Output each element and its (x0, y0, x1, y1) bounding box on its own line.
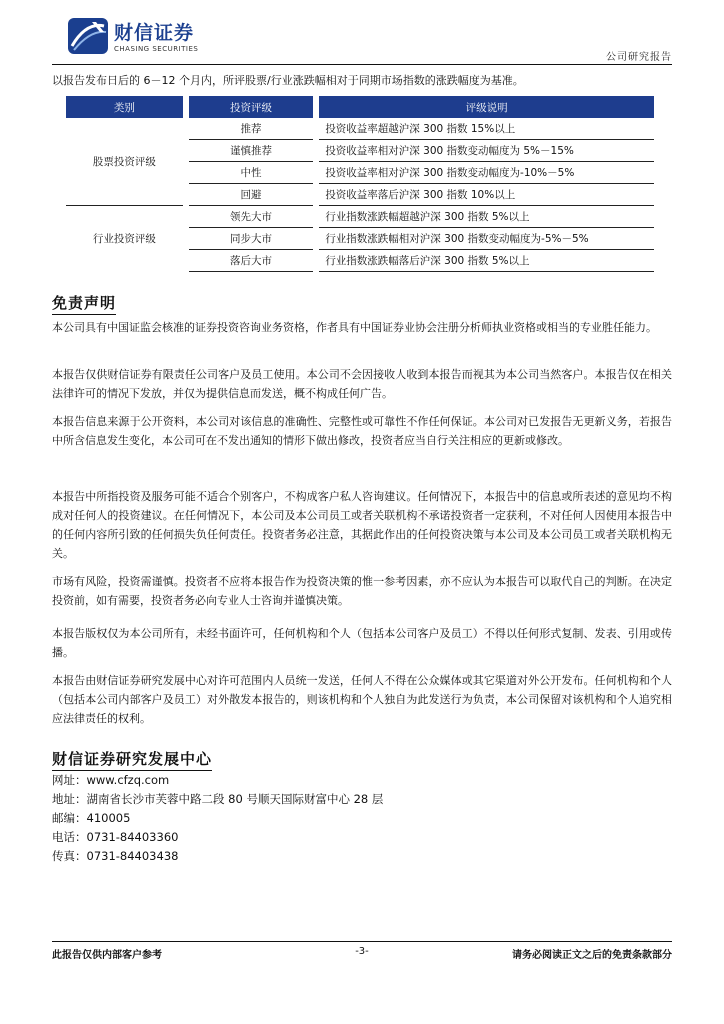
header-category: 类别 (66, 96, 183, 118)
rating-intro: 以报告发布日后的 6－12 个月内，所评股票/行业涨跌幅相对于同期市场指数的涨跌幅度为基准。 (52, 74, 524, 87)
description-cell: 投资收益率落后沪深 300 指数 10%以上 (319, 184, 654, 206)
rating-table-header (66, 96, 654, 118)
description-cell: 投资收益率相对沪深 300 指数变动幅度为 5%－15% (319, 140, 654, 162)
category-industry: 行业投资评级 (92, 233, 156, 246)
grade-cell: 领先大市 (189, 206, 314, 228)
rating-table (66, 96, 654, 272)
category-stock: 股票投资评级 (66, 118, 183, 206)
disclaimer-paragraph: 市场有风险，投资需谨慎。投资者不应将本报告作为投资决策的惟一参考因素，亦不应认为本报告可以取代自己的判断。在决定投资前，如有需要，投资者务必向专业人士咨询并谨慎决策。 (52, 575, 672, 607)
disclaimer-paragraph: 本报告仅供财信证券有限责任公司客户及员工使用。本公司不会因接收人收到本报告而视其为本公司当然客户。本报告仅在相关法律许可的情况下发放，并仅为提供信息而发送，概不构成任何广告。 (52, 368, 672, 400)
chasing-logo-icon (66, 16, 110, 56)
contact-postcode: 邮编：410005 (52, 811, 131, 825)
grade-cell: 落后大市 (189, 250, 314, 272)
contact-address: 地址：湖南省长沙市芙蓉中路二段 80 号顺天国际财富中心 28 层 (52, 792, 384, 806)
header-grade: 投资评级 (189, 96, 314, 118)
research-center-title: 财信证券研究发展中心 (52, 748, 212, 771)
disclaimer-paragraph: 本报告版权仅为本公司所有，未经书面许可，任何机构和个人（包括本公司客户及员工）不得以任何形式复制、发表、引用或传播。 (52, 627, 672, 659)
grade-cell: 谨慎推荐 (189, 140, 314, 162)
contact-website: 网址：www.cfzq.com (52, 773, 170, 787)
table-row (66, 118, 654, 140)
grade-cell: 中性 (189, 162, 314, 184)
header-divider (52, 64, 672, 65)
header-description: 评级说明 (319, 96, 654, 118)
page-number: -3- (355, 946, 369, 957)
disclaimer-paragraph: 本报告信息来源于公开资料，本公司对该信息的准确性、完整性或可靠性不作任何保证。本公司对已发报告无更新义务，若报告中所含信息发生变化，本公司可在不发出通知的情形下做出修改，投资者应当自行关注相应的更新或修改。 (52, 415, 672, 447)
contact-fax: 传真：0731-84403438 (52, 849, 179, 863)
contact-phone: 电话：0731-84403360 (52, 830, 179, 844)
description-cell: 投资收益率相对沪深 300 指数变动幅度为-10%－5% (319, 162, 654, 184)
table-row (66, 206, 654, 228)
description-cell: 投资收益率超越沪深 300 指数 15%以上 (319, 118, 654, 140)
disclaimer-title: 免责声明 (52, 292, 116, 315)
company-logo (66, 16, 216, 56)
footer-internal-note: 此报告仅供内部客户参考 (52, 950, 162, 961)
grade-cell: 同步大市 (189, 228, 314, 250)
footer-divider (52, 941, 672, 942)
grade-cell: 回避 (189, 184, 314, 206)
disclaimer-paragraph: 本公司具有中国证监会核准的证券投资咨询业务资格，作者具有中国证券业协会注册分析师执业资格或相当的专业胜任能力。 (52, 321, 657, 334)
logo-english-name: CHASING SECURITIES (114, 45, 199, 53)
description-cell: 行业指数涨跌幅超越沪深 300 指数 5%以上 (319, 206, 654, 228)
footer-disclaimer-note: 请务必阅读正文之后的免责条款部分 (512, 950, 672, 961)
disclaimer-paragraph: 本报告中所指投资及服务可能不适合个别客户，不构成客户私人咨询建议。任何情况下，本报告中的信息或所表述的意见均不构成对任何人的投资建议。在任何情况下，本公司及本公司员工或者关联机构不承诺投资者一定获利，不对任何人因使用本报告中的任何内容所引致的任何损失负任何责任。投资者务必注意，其据此作出的任何投资决策与本公司及本公司员工或者关联机构无关。 (52, 490, 672, 560)
logo-chinese-name: 财信证券 (114, 22, 195, 44)
description-cell: 行业指数涨跌幅落后沪深 300 指数 5%以上 (319, 250, 654, 272)
description-cell: 行业指数涨跌幅相对沪深 300 指数变动幅度为-5%－5% (319, 228, 654, 250)
disclaimer-paragraph: 本报告由财信证券研究发展中心对许可范围内人员统一发送，任何人不得在公众媒体或其它渠道对外公开发布。任何机构和个人（包括本公司内部客户及员工）对外散发本报告的，则该机构和个人独自为此发送行为负责，本公司保留对该机构和个人追究相应法律责任的权利。 (52, 674, 672, 725)
grade-cell: 推荐 (189, 118, 314, 140)
report-type-label: 公司研究报告 (606, 52, 672, 63)
